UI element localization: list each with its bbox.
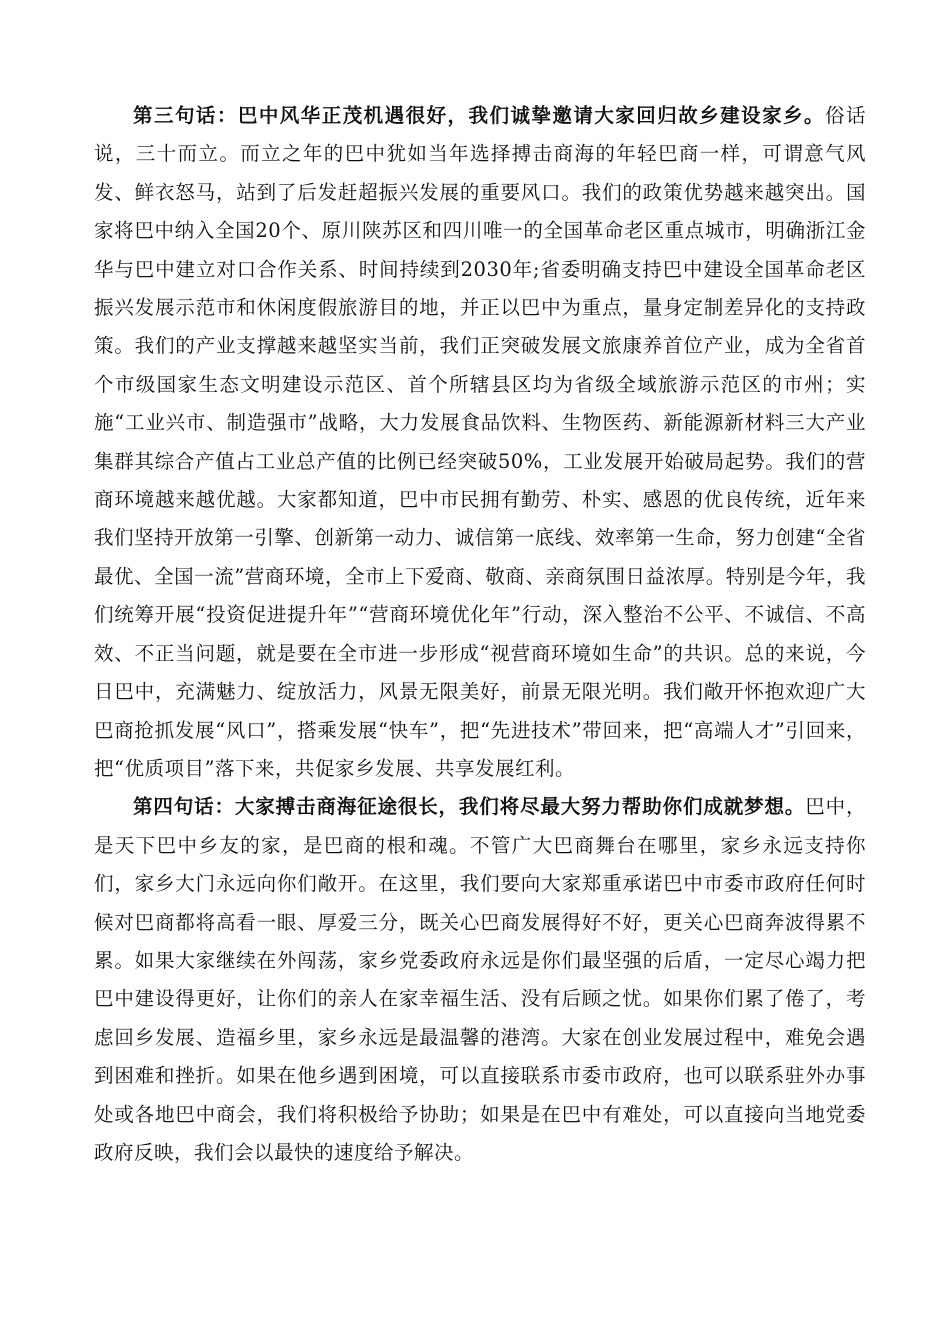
paragraph-body: 巴中，是天下巴中乡友的家，是巴商的根和魂。不管广大巴商舞台在哪里，家乡永远支持你们，家乡大门永远向你们敞开。在这里，我们要向大家郑重承诺巴中市委市政府任何时候对巴商都将高看一眼、厚爱三分，既关心巴商发展得好不好，更关心巴商奔波得累不累。如果大家继续在外闯荡，家乡党委政府永远是你们最坚强的后盾，一定尽心竭力把巴中建设得更好，让你们的亲人在家幸福生活、没有后顾之忧。如果你们累了倦了，考虑回乡发展、造福乡里，家乡永远是最温馨的港湾。大家在创业发展过程中，难免会遇到困难和挫折。如果在他乡遇到困境，可以直接联系市委市政府，也可以联系驻外办事处或各地巴中商会，我们将积极给予协助；如果是在巴中有难处，可以直接向当地党委政府反映，我们会以最快的速度给予解决。	[94, 795, 866, 1164]
paragraph-fourth-sentence	[94, 788, 866, 1172]
paragraph-body: 俗话说，三十而立。而立之年的巴中犹如当年选择搏击商海的年轻巴商一样，可谓意气风发、鲜衣怒马，站到了后发赶超振兴发展的重要风口。我们的政策优势越来越突出。国家将巴中纳入全国20个、原川陕苏区和四川唯一的全国革命老区重点城市，明确浙江金华与巴中建立对口合作关系、时间持续到2030年;省委明确支持巴中建设全国革命老区振兴发展示范市和休闲度假旅游目的地，并正以巴中为重点，量身定制差异化的支持政策。我们的产业支撑越来越坚实当前，我们正突破发展文旅康养首位产业，成为全省首个市级国家生态文明建设示范区、首个所辖县区均为省级全域旅游示范区的市州；实施“工业兴市、制造强市”战略，大力发展食品饮料、生物医药、新能源新材料三大产业集群其综合产值占工业总产值的比例已经突破50%，工业发展开始破局起势。我们的营商环境越来越优越。大家都知道，巴中市民拥有勤劳、朴实、感恩的优良传统，近年来我们坚持开放第一引擎、创新第一动力、诚信第一底线、效率第一生命，努力创建“全省最优、全国一流”营商环境，全市上下爱商、敬商、亲商氛围日益浓厚。特别是今年，我们统筹开展“投资促进提升年”“营商环境优化年”行动，深入整治不公平、不诚信、不高效、不正当问题，就是要在全市进一步形成“视营商环境如生命”的共识。总的来说，今日巴中，充满魅力、绽放活力，风景无限美好，前景无限光明。我们敞开怀抱欢迎广大巴商抢抓发展“风口”，搭乘发展“快车”，把“先进技术”带回来，把“高端人才”引回来，把“优质项目”落下来，共促家乡发展、共享发展红利。	[94, 104, 866, 780]
document-page	[94, 97, 866, 1172]
paragraph-heading: 第三句话：巴中风华正茂机遇很好，我们诚挚邀请大家回归故乡建设家乡。	[133, 104, 825, 127]
paragraph-heading: 第四句话：大家搏击商海征途很长，我们将尽最大努力帮助你们成就梦想。	[133, 795, 806, 819]
paragraph-third-sentence	[94, 97, 866, 788]
